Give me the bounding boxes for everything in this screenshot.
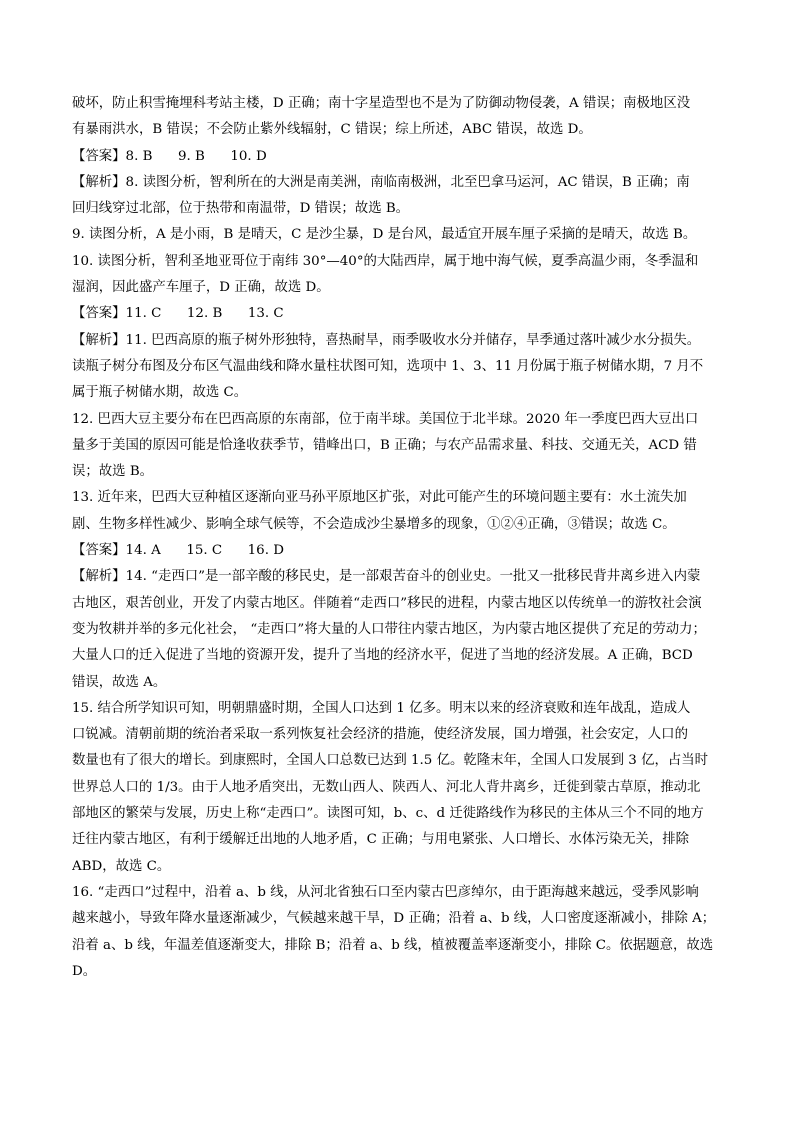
text-line: ABD，故选 C。 xyxy=(72,858,171,874)
text-line: 口锐减。清朝前期的统治者采取一系列恢复社会经济的措施，使经济发展，国力增强，社会安定，人口的 xyxy=(72,727,688,743)
text-line: 迁往内蒙古地区，有利于缓解迁出地的人地矛盾，C 正确；与用电紧张、人口增长、水体污染无关，排除 xyxy=(72,832,690,848)
text-line: D。 xyxy=(72,963,97,979)
analysis-line: 【解析】8. 读图分析，智利所在的大洲是南美洲，南临南极洲，北至巴拿马运河，AC 错误，B 正确；南 xyxy=(72,174,690,190)
text-line: 16. “走西口”过程中，沿着 a、b 线，从河北省独石口至内蒙古巴彦绰尔，由于距海越来越远，受季风影响 xyxy=(72,884,699,900)
text-line: 错误，故选 A。 xyxy=(72,674,167,690)
analysis-line: 【解析】14. “走西口”是一部辛酸的移民史，是一部艰苦奋斗的创业史。一批又一批移民背井离乡进入内蒙 xyxy=(72,569,701,585)
text-line: 剧、生物多样性减少、影响全球气候等，不会造成沙尘暴增多的现象，①②④正确，③错误；故选 C。 xyxy=(72,516,676,532)
text-line: 破坏，防止积雪掩埋科考站主楼，D 正确；南十字星造型也不是为了防御动物侵袭，A 错误；南极地区没 xyxy=(72,96,691,111)
text-line: 回归线穿过北部，位于热带和南温带，D 错误；故选 B。 xyxy=(72,201,410,217)
text-line: 量多于美国的原因可能是恰逢收获季节，错峰出口，B 正确；与农产品需求量、科技、交通无关，ACD 错 xyxy=(72,437,697,453)
text-line: 世界总人口的 1/3。由于人地矛盾突出，无数山西人、陕西人、河北人背井离乡，迁徙到蒙古草原，推动北 xyxy=(72,779,701,795)
text-line: 13. 近年来，巴西大豆种植区逐渐向亚马孙平原地区扩张，对此可能产生的环境问题主要有：水土流失加 xyxy=(72,490,687,506)
text-line: 误；故选 B。 xyxy=(72,464,154,480)
text-line: 10. 读图分析，智利圣地亚哥位于南纬 30°—40°的大陆西岸，属于地中海气候，夏季高温少雨，冬季温和 xyxy=(72,253,699,269)
text-line: 沿着 a、b 线，年温差值逐渐变大，排除 B；沿着 a、b 线，植被覆盖率逐渐变小，排除 C。依据题意，故选 xyxy=(72,937,714,953)
answer-line: 【答案】14. A 15. C 16. D xyxy=(72,543,284,559)
text-line: 变为牧耕并举的多元化社会， “走西口”将大量的人口带往内蒙古地区，为内蒙古地区提供了充足的劳动力； xyxy=(72,621,706,637)
text-line: 大量人口的迁入促进了当地的资源开发，提升了当地的经济水平，促进了当地的经济发展。A 正确，BCD xyxy=(72,648,693,664)
text-line: 古地区，艰苦创业，开发了内蒙古地区。伴随着“走西口”移民的进程，内蒙古地区以传统单一的游牧社会演 xyxy=(72,595,702,611)
text-line: 15. 结合所学知识可知，明朝鼎盛时期，全国人口达到 1 亿多。明末以来的经济衰败和连年战乱，造成人 xyxy=(72,700,691,716)
text-line: 越来越小，导致年降水量逐渐减少，气候越来越干旱，D 正确；沿着 a、b 线，人口密度逐渐减小，排除 A； xyxy=(72,911,716,927)
text-line: 12. 巴西大豆主要分布在巴西高原的东南部，位于南半球。美国位于北半球。2020 年一季度巴西大豆出口 xyxy=(72,411,699,427)
analysis-line: 【解析】11. 巴西高原的瓶子树外形独特，喜热耐旱，雨季吸收水分并储存，旱季通过落叶减少水分损失。 xyxy=(72,332,701,348)
answer-line: 【答案】8. B 9. B 10. D xyxy=(72,148,267,164)
answer-line: 【答案】11. C 12. B 13. C xyxy=(72,306,284,322)
text-line: 数量也有了很大的增长。到康熙时，全国人口总数已达到 1.5 亿。乾隆末年，全国人口发展到 3 亿，占当时 xyxy=(72,753,709,769)
text-line: 部地区的繁荣与发展，历史上称“走西口”。读图可知，b、c、d 迁徙路线作为移民的主体从三个不同的地方 xyxy=(72,806,704,822)
text-line: 有暴雨洪水，B 错误；不会防止紫外线辐射，C 错误；综上所述，ABC 错误，故选 D。 xyxy=(72,122,592,138)
text-line: 属于瓶子树储水期，故选 C。 xyxy=(72,385,248,401)
text-line: 9. 读图分析，A 是小雨，B 是晴天，C 是沙尘暴，D 是台风，最适宜开展车厘子采摘的是晴天，故选 B。 xyxy=(72,227,697,243)
text-line: 湿润，因此盛产车厘子，D 正确，故选 D。 xyxy=(72,280,330,296)
text-line: 读瓶子树分布图及分布区气温曲线和降水量柱状图可知，选项中 1、3、11 月份属于瓶子树储水期，7 月不 xyxy=(72,358,704,374)
document-page xyxy=(72,91,744,985)
